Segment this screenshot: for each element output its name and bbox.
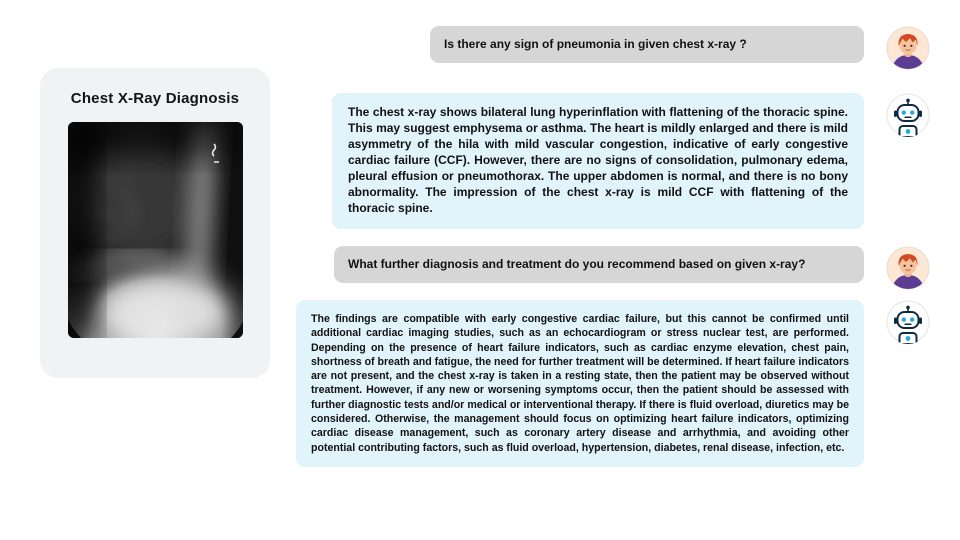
chat-row <box>334 246 930 290</box>
xray-image <box>68 122 243 338</box>
bot-avatar <box>886 300 930 344</box>
panel-title: Chest X-Ray Diagnosis <box>70 90 240 107</box>
robot-icon <box>886 300 930 344</box>
xray-graphic <box>68 122 243 338</box>
user-message-bubble: What further diagnosis and treatment do you recommend based on given x-ray? <box>334 246 864 283</box>
bot-message-bubble: The chest x-ray shows bilateral lung hyperinflation with flattening of the thoracic spine. This may suggest emphysema or asthma. The heart is mildly enlarged and there is mild asymmetry of the hila with mild vascular congestion, indicative of early congestive cardiac failure (CCF). However, there are no signs of consolidation, pulmonary edema, pleural effusion or pneumothorax. The upper abdomen is normal, and there is no bony abnormality. The impression of the chest x-ray is mild CCF with flattening of the thoracic spine. <box>332 93 864 229</box>
bot-message-bubble: The findings are compatible with early congestive cardiac failure, but this cannot be confirmed until additional cardiac imaging studies, such as an echocardiogram or stress nuclear test, are performed. Depending on the presence of heart failure indicators, such as cardiac enzyme elevation, chest pain, shortness of breath and fatigue, the need for further treatment will be determined. If heart failure indicators are not present, and the chest x-ray is taken in a resting state, then the patient may be observed without treatment. However, if any new or worsening symptoms occur, then the patient should be assessed with further diagnostic tests and/or medical or interventional therapy. If there is fluid overload, diuretics may be considered. Otherwise, the management should focus on optimizing heart failure indicators, optimizing cardiac disease management, such as coronary artery disease and arrhythmia, and avoiding other potential contributing factors, such as fluid overload, hypertension, diabetes, renal disease, infection, etc. <box>296 300 864 467</box>
user-message-bubble: Is there any sign of pneumonia in given chest x-ray ? <box>430 26 864 63</box>
robot-icon <box>886 93 930 137</box>
user-icon <box>886 26 930 70</box>
chat-row <box>332 93 930 229</box>
user-icon <box>886 246 930 290</box>
user-avatar <box>886 26 930 70</box>
chat-row <box>296 300 930 467</box>
user-avatar <box>886 246 930 290</box>
bot-avatar <box>886 93 930 137</box>
chat-row <box>430 26 930 70</box>
diagnosis-panel <box>40 68 270 378</box>
